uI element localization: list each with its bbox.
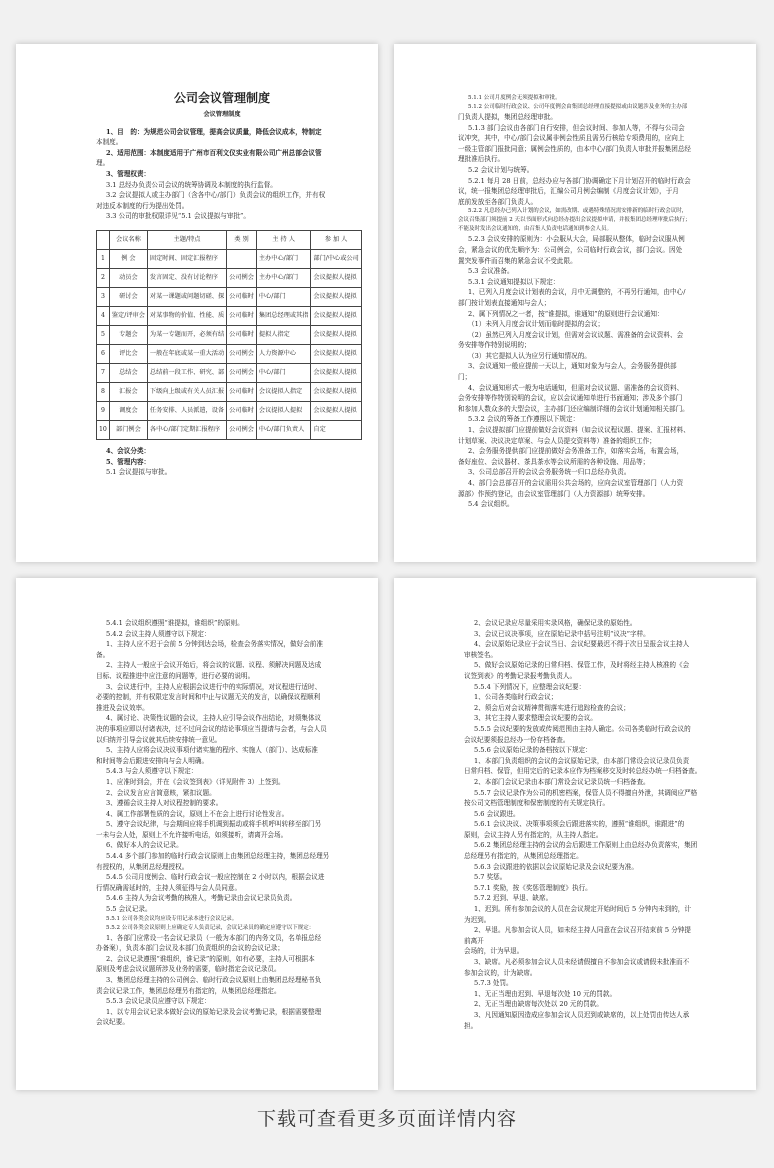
meeting-table bbox=[96, 230, 362, 440]
text-line: 必要的控制，并有权限定发言时间和中止与议题无关的发言，以确保议程顺利 bbox=[96, 693, 321, 702]
text-line: 5.5.7 会议记录作为公司的机密档案，保管人员不得擅自外泄，其调阅应严格 bbox=[474, 788, 698, 797]
text-line: 前离开 bbox=[464, 936, 484, 945]
text-line: 门负责人提拟，集团总经理审批。 bbox=[458, 113, 557, 121]
text-line: 1、目 的：为规范公司会议管理，提高会议质量，降低会议成本，特制定 bbox=[106, 127, 322, 136]
table-cell: 会议提拟人提拟 bbox=[311, 401, 361, 420]
table-cell: 总结会 bbox=[109, 363, 147, 382]
table-cell: 会议提拟人提拟 bbox=[311, 382, 361, 401]
table-cell: 下级向上级或有关人员汇报 bbox=[147, 382, 226, 401]
text-line: 5.2.1 每月 28 日前，总经办应与各部门协调确定下月计划召开的临时行政会 bbox=[468, 176, 691, 185]
text-line: 5.3.2 会议的筹备工作遵照以下规定： bbox=[468, 415, 580, 424]
text-line: 会议纪要须报总经办一份存档备查。 bbox=[464, 735, 570, 744]
page-subtitle: 会议管理制度 bbox=[203, 111, 241, 118]
text-line: 5.5.6 会议原始记录的备档按以下规定： bbox=[474, 746, 592, 755]
text-line: 会，紧急会议的优先顺序为：公司例会，公司临时行政会议，部门会议。因处 bbox=[458, 245, 683, 254]
text-line: 1、主持人应不迟于会前 5 分钟到达会场，检查会务落实情况，做好会前准 bbox=[106, 640, 323, 649]
text-line: 担。 bbox=[464, 1021, 478, 1030]
text-line: （3）其它提拟人认为应另行通知情况的。 bbox=[468, 351, 591, 360]
table-cell: 会议提拟人提拟 bbox=[311, 363, 361, 382]
text-line: 3、其它主持人要求整理会议纪要的会议。 bbox=[474, 714, 597, 723]
table-cell: 提拟人指定 bbox=[256, 325, 311, 344]
table-header-row bbox=[97, 230, 362, 249]
table-cell: 会议提拟人指定 bbox=[256, 382, 311, 401]
text-line: 审核签名。 bbox=[464, 650, 497, 659]
text-line: 2、早退。凡参加会议人员，如未经主持人同意在会议召开结束前 5 分钟提 bbox=[474, 926, 691, 935]
text-line: 5.6.1 会议决议、决策事项须会后跟进落实的，遵照“谁组织，谁跟进”的 bbox=[474, 820, 685, 829]
text-line: 5.7.1 奖励，按《奖惩管理制度》执行。 bbox=[474, 883, 592, 892]
text-line: 2、本部门会议记录由本部门常设会议记录员统一归档备查。 bbox=[474, 777, 650, 786]
page-3-text bbox=[96, 618, 348, 1028]
table-header-cell: 主 持 人 bbox=[256, 230, 311, 249]
table-cell: 9 bbox=[97, 401, 110, 420]
text-line: 5.6.3 会议跟进的依据以会议原始记录及会议纪要为准。 bbox=[474, 862, 638, 871]
intro-section bbox=[96, 127, 348, 222]
text-line: 3、公司总部召开的会议会务服务统一归口总经办负责。 bbox=[468, 468, 631, 477]
text-line: 2、属下列情况之一者，按“谁提拟，谁通知”的原则进行会议通知： bbox=[468, 309, 664, 318]
table-row bbox=[97, 401, 362, 420]
text-line: 对违反本制度的行为提出处罚。 bbox=[96, 201, 189, 210]
table-row bbox=[97, 287, 362, 306]
table-cell: 研讨会 bbox=[109, 287, 147, 306]
text-line: （1）未列入月度会议计划而临时提拟的会议； bbox=[468, 320, 605, 329]
table-cell: 7 bbox=[97, 363, 110, 382]
table-cell: 公司临时 bbox=[227, 287, 257, 306]
text-line: 2、须会后对会议精神贯彻落实进行追踪检查的会议； bbox=[474, 703, 630, 712]
text-line: 会场的，计为早退。 bbox=[464, 947, 524, 956]
text-line: 3、会议进行中，主持人应根据会议进行中的实际情况，对议程进行适时、 bbox=[106, 682, 322, 691]
document-page-1 bbox=[16, 44, 378, 562]
text-line: 5.5.5 会议纪要的发放或传阅范围由主持人确定。公司各类临时行政会议的 bbox=[474, 724, 691, 733]
table-cell: 发言固定、没有讨论程序 bbox=[147, 268, 226, 287]
text-line: 底前发放至各部门负责人。 bbox=[458, 197, 538, 206]
text-line: 一未与会人处，原则上不允许接听电话，如须接听，请离开会场。 bbox=[96, 830, 288, 839]
table-cell: 中心/部门 bbox=[256, 287, 311, 306]
table-cell: 公司临时 bbox=[227, 306, 257, 325]
table-body bbox=[97, 249, 362, 439]
table-cell: 主办中心/部门 bbox=[256, 249, 311, 268]
table-cell: 1 bbox=[97, 249, 110, 268]
text-line: 1、以专用会议记录本做好会议的原始记录及会议考勤记录，根据需要整理 bbox=[106, 1007, 322, 1016]
text-line: 5.4.3 与会人须遵守以下规定： bbox=[106, 767, 198, 776]
text-line: 会务安排等作特别说明的会议，应以会议通知单进行书面通知；涉及多个部门 bbox=[458, 394, 683, 403]
document-page-3 bbox=[16, 578, 378, 1090]
text-line: 2、适用范围：本制度适用于广州市百利文仪实业有限公司广州总部会议管 bbox=[106, 148, 322, 157]
text-line: 5.5.4 下列情况下，应整理会议纪要： bbox=[474, 682, 586, 691]
table-cell: 4 bbox=[97, 306, 110, 325]
table-cell: 总结前一段工作、研究、部 bbox=[147, 363, 226, 382]
text-line: 5、管理内容： bbox=[106, 457, 151, 466]
text-line: 5.5.2 公司各类会议原则上应确定专人负责记录，会议记录员的确定应遵守以下规定： bbox=[106, 924, 315, 931]
table-cell: 公司临时 bbox=[227, 401, 257, 420]
text-line: 1、应准时到会，并在《会议签到表》（详见附件 3）上签到。 bbox=[106, 777, 285, 786]
text-line: 5.2.2 凡总经办已列入计划的会议，如需改期、或遇特殊情况需安排新的临时行政会议时， bbox=[468, 208, 688, 215]
page-2-text bbox=[458, 94, 726, 510]
table-cell: 例 会 bbox=[109, 249, 147, 268]
table-cell: 会议提拟人提拟 bbox=[311, 306, 361, 325]
text-line: 1、已列入月度会议计划表的会议，月中无调整的，不再另行通知，由中心/ bbox=[468, 288, 686, 297]
text-line: 5.7.2 迟到、早退、缺席。 bbox=[474, 894, 553, 903]
table-cell: 公司临时 bbox=[227, 382, 257, 401]
table-cell: 公司临时 bbox=[227, 325, 257, 344]
table-cell: 3 bbox=[97, 287, 110, 306]
text-line: 2、会议发言应言简意赅，紧扣议题。 bbox=[106, 788, 216, 797]
text-line: 1、本部门负责组织的会议的会议原始记录，由本部门常设会议记录员负责 bbox=[474, 756, 690, 765]
table-cell: 一般在年底或某一重大活动 bbox=[147, 344, 226, 363]
download-caption[interactable]: 下载可查看更多页面详情内容 bbox=[256, 1108, 517, 1130]
text-line: 5.4.2 会议主持人须遵守以下规定： bbox=[106, 629, 211, 638]
table-row bbox=[97, 363, 362, 382]
text-line: 5.1.3 部门会议由各部门自行安排，但会议时间、参加人等，不得与公司会 bbox=[468, 123, 685, 132]
table-cell: 6 bbox=[97, 344, 110, 363]
table-header-cell: 主题/特点 bbox=[147, 230, 226, 249]
table-row bbox=[97, 382, 362, 401]
table-cell: 动员会 bbox=[109, 268, 147, 287]
text-line: 1、会议提拟部门应提前做好会议资料（如会议议程议题、提案、汇报材料、 bbox=[468, 426, 690, 435]
text-line: 5、做好会议原始记录的日常归档、保管工作，及时将经主持人核准的《会 bbox=[474, 661, 690, 670]
table-row bbox=[97, 344, 362, 363]
table-header-cell: 类 别 bbox=[227, 230, 257, 249]
text-line: 4、属工作部署性质的会议，原则上不在会上进行讨论性发言。 bbox=[106, 809, 289, 818]
text-line: 计划草案、决议决定草案、与会人员提交资料等）准备的组织工作； bbox=[458, 436, 656, 445]
table-cell: 任务安排、人员派遣，设备 bbox=[147, 401, 226, 420]
table-cell: 为某一专题而开，必须有结 bbox=[147, 325, 226, 344]
text-line: 5、主持人应将会议决议事项付诸实施的程序、实施人（部门）、达成标准 bbox=[106, 746, 318, 755]
table-cell: 会议提拟人提拟 bbox=[311, 287, 361, 306]
text-line: 务安排等作特别说明的； bbox=[458, 341, 531, 350]
text-line: 2、主持人一般应于会议开始后，将会议的议题、议程、须解决问题及达成 bbox=[106, 661, 322, 670]
text-line: 3、会议通知一般应提前一天以上，通知对象为与会人，会务服务提供部 bbox=[468, 362, 677, 371]
text-line: 5.4 会议组织。 bbox=[468, 500, 514, 509]
text-line: 4、会议原始记录应于会议当日、会议纪要最迟不得于次日呈报会议主持人 bbox=[474, 640, 690, 649]
document-page-2 bbox=[394, 44, 756, 562]
text-line: 1、各部门应常设一名会议记录员（一般为本部门的内务文员，名单报总经 bbox=[106, 933, 322, 942]
table-header-cell bbox=[97, 230, 110, 249]
table-cell: 公司例会 bbox=[227, 344, 257, 363]
table-row bbox=[97, 268, 362, 287]
text-line: 5.4.5 公司月度例会、临时行政会议一般应控制在 2 小时以内，根据会议进 bbox=[106, 873, 325, 882]
text-line: 5.5.3 会议记录员应遵守以下规定： bbox=[106, 997, 211, 1006]
text-line: 议，统一报集团总经理审批后，汇编公司月例会编制《月度会议计划》，于月 bbox=[458, 187, 679, 196]
table-cell: 各中心/部门定期汇报程序 bbox=[147, 420, 226, 439]
table-cell: 会议提拟人提拟 bbox=[311, 325, 361, 344]
table-row bbox=[97, 306, 362, 325]
text-line: 议冲突，其中，中心/部门会议属非例会性质且需另行核给专项费用的，应向上 bbox=[458, 134, 685, 143]
text-line: 2、会议记录遵照“谁组织，谁记录”的原则，如有必要，主持人可根据本 bbox=[106, 954, 315, 963]
text-line: 2、会务服务提供部门应提前做好会务准备工作，如落实会场，布置会场， bbox=[468, 447, 684, 456]
text-line: 3.3 公司的审批权限详见“5.1 会议提拟与审批”。 bbox=[106, 212, 250, 221]
table-row bbox=[97, 325, 362, 344]
table-cell: 会议提拟人提拟 bbox=[311, 268, 361, 287]
table-cell: 主办中心/部门 bbox=[256, 268, 311, 287]
text-line: 责会议记录工作，集团总经理另有指定的，从集团总经理指定。 bbox=[96, 986, 281, 995]
text-line: 参加会议的，计为缺席。 bbox=[464, 968, 537, 977]
text-line: 决的事项应即以付诸表决，过不过问会议的结论事项应当提请与会者，与会人员 bbox=[96, 724, 327, 733]
text-line: 2、无正当理由缺席每次处以 20 元的罚款。 bbox=[474, 1000, 603, 1009]
text-line: 4、会议通知形式一般为电话通知，但需对会议议题、需准备的会议资料、 bbox=[468, 383, 684, 392]
table-cell: 调度会 bbox=[109, 401, 147, 420]
text-line: 5.4.6 主持人为会议考勤的核准人，考勤记录由会议记录员负责。 bbox=[106, 894, 297, 903]
table-header-cell: 会议名称 bbox=[109, 230, 147, 249]
table-cell: 会议提拟人提拟 bbox=[256, 401, 311, 420]
text-line: （2）虽然已列入月度会议计划，但需对会议议题、需准备的会议资料、会 bbox=[468, 330, 684, 339]
text-line: 办备案），负责本部门会议及本部门负责组织的会议的会议记录； bbox=[96, 944, 284, 953]
text-line: 日常归档、保管，但用完后的记录本应作为档案移交及时转总经办统一归档备查。 bbox=[464, 767, 702, 776]
text-line: 备好座位、会议器材、茶具茶水等会议所需的各种设施、用品等； bbox=[458, 457, 650, 466]
table-cell: 5 bbox=[97, 325, 110, 344]
text-line: 5.7.3 处罚。 bbox=[474, 979, 513, 988]
text-line: 会议召集部门须提前 2 天以书面形式向总经办提出会议提拟申请，并报集团总经理审批后执行； bbox=[458, 217, 691, 224]
text-line: 议签到表》的考勤记录报考勤负责人。 bbox=[464, 671, 577, 680]
table-row bbox=[97, 420, 362, 439]
table-row bbox=[97, 249, 362, 268]
text-line: 3.2 会议提拟人或主办部门（含各中心/部门）负责会议的组织工作，并有权 bbox=[106, 191, 326, 200]
text-line: 备。 bbox=[96, 650, 110, 659]
table-cell: 对某一课题或问题切磋、探 bbox=[147, 287, 226, 306]
table-cell: 部门/中心或公司 bbox=[311, 249, 361, 268]
table-cell: 人力资源中心 bbox=[256, 344, 311, 363]
page-4-text bbox=[464, 618, 726, 1031]
table-cell: 中心/部门负责人 bbox=[256, 420, 311, 439]
text-line: 1、迟到。所有参加会议的人员在会议规定开始时间后 5 分钟内未到的，计 bbox=[474, 905, 691, 914]
text-line: 6、做好本人的会议记录。 bbox=[106, 841, 183, 850]
text-line: 源部）作预约登记，由会议室管理部门（人力资源部）统筹安排。 bbox=[458, 489, 650, 498]
page-title: 公司会议管理制度 bbox=[173, 91, 270, 105]
table-cell: 集团总经理或其指 bbox=[256, 306, 311, 325]
text-line: 5.4.4 多个部门参加的临时行政会议原则上由集团总经理主持，集团总经理另 bbox=[106, 852, 330, 861]
text-line: 5、遵守会议纪律，与会期间应将手机调到振动或将手机呼叫转移至部门另 bbox=[106, 820, 322, 829]
text-line: 部门按计划表直接通知与会人； bbox=[458, 298, 551, 307]
table-cell: 2 bbox=[97, 268, 110, 287]
text-line: 2、会议记录应尽量采用实录风格，确保记录的原始性。 bbox=[474, 619, 637, 627]
text-line: 理。 bbox=[96, 159, 110, 168]
table-cell: 公司例会 bbox=[227, 268, 257, 287]
text-line: 一级主管部门报批同意；属例会性质的，由本中心/部门负责人审批并报集团总经 bbox=[458, 144, 692, 153]
text-line: 5.1 会议提拟与审批。 bbox=[106, 468, 172, 477]
table-cell bbox=[227, 249, 257, 268]
text-line: 3、缺席。凡必须参加会议人员未经请假擅自不参加会议或请假未批准而不 bbox=[474, 958, 690, 966]
table-header-cell: 参 加 人 bbox=[311, 230, 361, 249]
text-line: 理批准后执行。 bbox=[458, 155, 505, 164]
text-line: 5.1.2 公司临时行政会议、公司年度例会由集团总经理直接提拟或由议题涉及业务的主办部 bbox=[468, 104, 688, 110]
text-line: 推进及会议效率。 bbox=[96, 703, 149, 712]
table-cell: 8 bbox=[97, 382, 110, 401]
text-line: 有授权的，从集团总经理授权。 bbox=[96, 862, 189, 871]
text-line: 置突发事件而召集的紧急会议不受此限。 bbox=[458, 256, 577, 265]
text-line: 门； bbox=[458, 373, 472, 382]
text-line: 原则及考虑会议议题所涉及业务的需要，临时指定会议记录员。 bbox=[96, 965, 281, 974]
text-line: 5.2 会议计划与统筹。 bbox=[468, 165, 534, 174]
table-cell: 公司例会 bbox=[227, 420, 257, 439]
text-line: 5.3 会议准备。 bbox=[468, 267, 514, 276]
table-cell: 对某事物的价值、性能、质 bbox=[147, 306, 226, 325]
table-cell: 评比会 bbox=[109, 344, 147, 363]
text-line: 和时间等会后跟进安排向与会人明确。 bbox=[96, 756, 209, 765]
table-cell: 汇报会 bbox=[109, 382, 147, 401]
text-line: 4、部门会总部召开的会议需用公共会场的，应向会议室管理部门（人力资 bbox=[468, 479, 684, 487]
table-cell: 会议提拟人提拟 bbox=[311, 344, 361, 363]
text-line: 3、集团总经理主持的公司例会、临时行政会议原则上由集团总经理秘书负 bbox=[106, 976, 322, 984]
text-line: 总经理另有指定的，从集团总经理指定。 bbox=[464, 852, 583, 861]
text-line: 为迟到。 bbox=[464, 915, 491, 924]
text-line: 3.1 总经办负责公司会议的统筹协调及本制度的执行监督。 bbox=[106, 180, 277, 189]
text-line: 3、会议已议决事项，应在原始记录中括号注明“议决”字样。 bbox=[474, 629, 650, 638]
table-cell: 专题会 bbox=[109, 325, 147, 344]
text-line: 5.4.1 会议组织遵照“谁提拟，谁组织”的原则。 bbox=[106, 619, 244, 627]
text-line: 以归纳并引导会议就其后续安排统一意见。 bbox=[96, 735, 222, 744]
text-line: 4、属讨论、决策性议题的会议，主持人应引导会议作出结论，对须集体议 bbox=[106, 714, 322, 723]
text-line: 5.1.1 公司月度例会无须提拟和审批。 bbox=[468, 95, 561, 101]
text-line: 目标、议程推进中应注意的问题等，进行必要的说明。 bbox=[96, 671, 255, 680]
table-cell: 公司例会 bbox=[227, 363, 257, 382]
text-line: 1、公司各类临时行政会议； bbox=[474, 693, 558, 702]
text-line: 不能及时发出会议通知的，由召集人负责电话通知到参会人员。 bbox=[458, 226, 613, 233]
text-line: 1、无正当理由迟到、早退每次处 10 元的罚款。 bbox=[474, 989, 617, 998]
table-cell: 部门例会 bbox=[109, 420, 147, 439]
text-line: 原则，会议主持人另有指定的，从主持人指定。 bbox=[464, 830, 603, 839]
text-line: 5.3.1 会议通知提拟以下规定： bbox=[468, 277, 560, 286]
text-line: 本制度。 bbox=[96, 138, 123, 147]
text-line: 和参加人数众多的大型会议，主办部门还应编制详细的会议计划通知相关部门。 bbox=[458, 404, 689, 413]
text-line: 3、遵循会议主持人对议程控制的要求。 bbox=[106, 799, 223, 808]
management-section bbox=[96, 446, 348, 478]
table-cell: 中心/部门 bbox=[256, 363, 311, 382]
text-line: 3、管理权责： bbox=[106, 169, 151, 178]
text-line: 3、凡因通知原因造成应参加会议人员迟到或缺席的，以上处罚由传达人承 bbox=[474, 1010, 690, 1019]
table-cell: 固定时间、固定汇报程序 bbox=[147, 249, 226, 268]
text-line: 5.5 会议记录。 bbox=[106, 905, 152, 914]
table-cell: 鉴定/评审会 bbox=[109, 306, 147, 325]
text-line: 行情况确需延时的，主持人须征得与会人员同意。 bbox=[96, 883, 242, 892]
table-cell: 自定 bbox=[311, 420, 361, 439]
document-page-4 bbox=[394, 578, 756, 1090]
text-line: 5.5.1 公司各类会议均应设专用记录本进行会议记录。 bbox=[106, 915, 238, 922]
table-cell: 10 bbox=[97, 420, 110, 439]
text-line: 按公司文档管理制度和保密制度的有关规定执行。 bbox=[464, 799, 610, 808]
text-line: 5.6.2 集团总经理主持的会议的会后跟进工作原则上由总经办负责落实，集团 bbox=[474, 841, 698, 850]
text-line: 会议纪要。 bbox=[96, 1018, 129, 1027]
text-line: 4、会议分类： bbox=[106, 446, 151, 455]
text-line: 5.2.3 会议安排的原则为：小会服从大会，局部服从整体，临时会议服从例 bbox=[468, 235, 685, 244]
text-line: 5.7 奖惩。 bbox=[474, 873, 507, 882]
text-line: 5.6 会议跟进。 bbox=[474, 809, 520, 818]
